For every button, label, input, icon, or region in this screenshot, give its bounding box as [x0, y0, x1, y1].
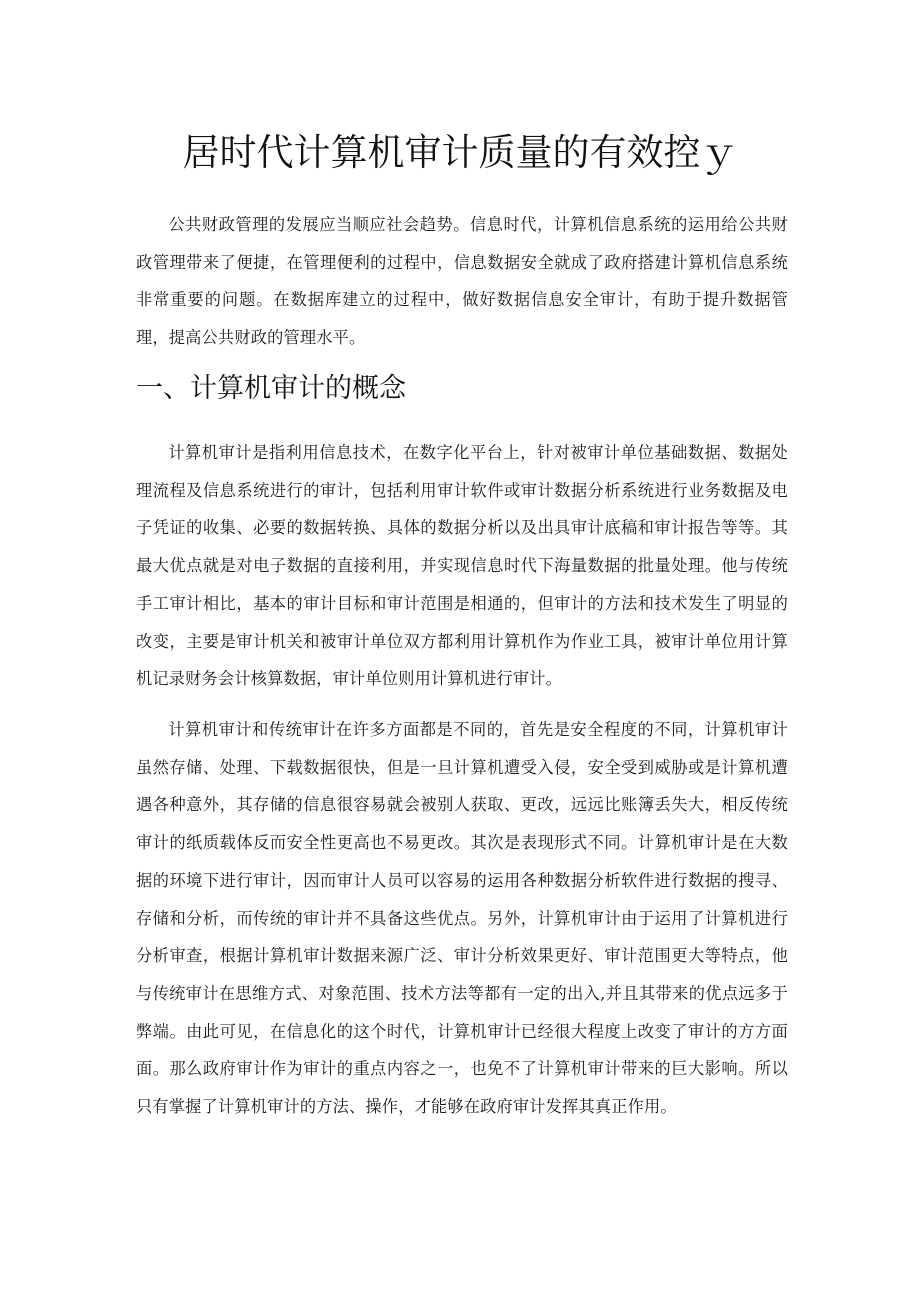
section-paragraph-2: 计算机审计和传统审计在许多方面都是不同的，首先是安全程度的不同，计算机审计虽然存储、处理、下载数据很快，但是一旦计算机遭受入侵，安全受到威胁或是计算机遭遇各种意外，其存储的信息很容易就会被别人获取、更改，远远比账簿丢失大，相反传统审计的纸质载体反而安全性更高也不易更改。其次是表现形式不同。计算机审计是在大数据的环境下进行审计，因而审计人员可以容易的运用各种数据分析软件进行数据的搜寻、存储和分析，而传统的审计并不具备这些优点。另外，计算机审计由于运用了计算机进行分析审查，根据计算机审计数据来源广泛、审计分析效果更好、审计范围更大等特点，他与传统审计在思维方式、对象范围、技术方法等都有一定的出入,并且其带来的优点远多于弊端。由此可见，在信息化的这个时代，计算机审计已经很大程度上改变了审计的方方面面。那么政府审计作为审计的重点内容之一，也免不了计算机审计带来的巨大影响。所以只有掌握了计算机审计的方法、操作，才能够在政府审计发挥其真正作用。: [136, 720, 788, 1117]
section-heading: 一、计算机审计的概念: [136, 373, 406, 404]
intro-paragraph: 公共财政管理的发展应当顺应社会趋势。信息时代，计算机信息系统的运用给公共财政管理带来了便捷，在管理便利的过程中，信息数据安全就成了政府搭建计算机信息系统非常重要的问题。在数据库建立的过程中，做好数据信息安全审计，有助于提升数据管理，提高公共财政的管理水平。: [136, 215, 788, 348]
section-paragraph-1: 计算机审计是指利用信息技术，在数字化平台上，针对被审计单位基础数据、数据处理流程及信息系统进行的审计，包括利用审计软件或审计数据分析系统进行业务数据及电子凭证的收集、必要的数据转换、具体的数据分析以及出具审计底稿和审计报告等等。其最大优点就是对电子数据的直接利用，并实现信息时代下海量数据的批量处理。他与传统手工审计相比，基本的审计目标和审计范围是相通的，但审计的方法和技术发生了明显的改变，主要是审计机关和被审计单位双方都利用计算机作为作业工具，被审计单位用计算机记录财务会计核算数据，审计单位则用计算机进行审计。: [136, 443, 788, 689]
document-title: 居时代计算机审计质量的有效控ｙ: [182, 131, 738, 174]
